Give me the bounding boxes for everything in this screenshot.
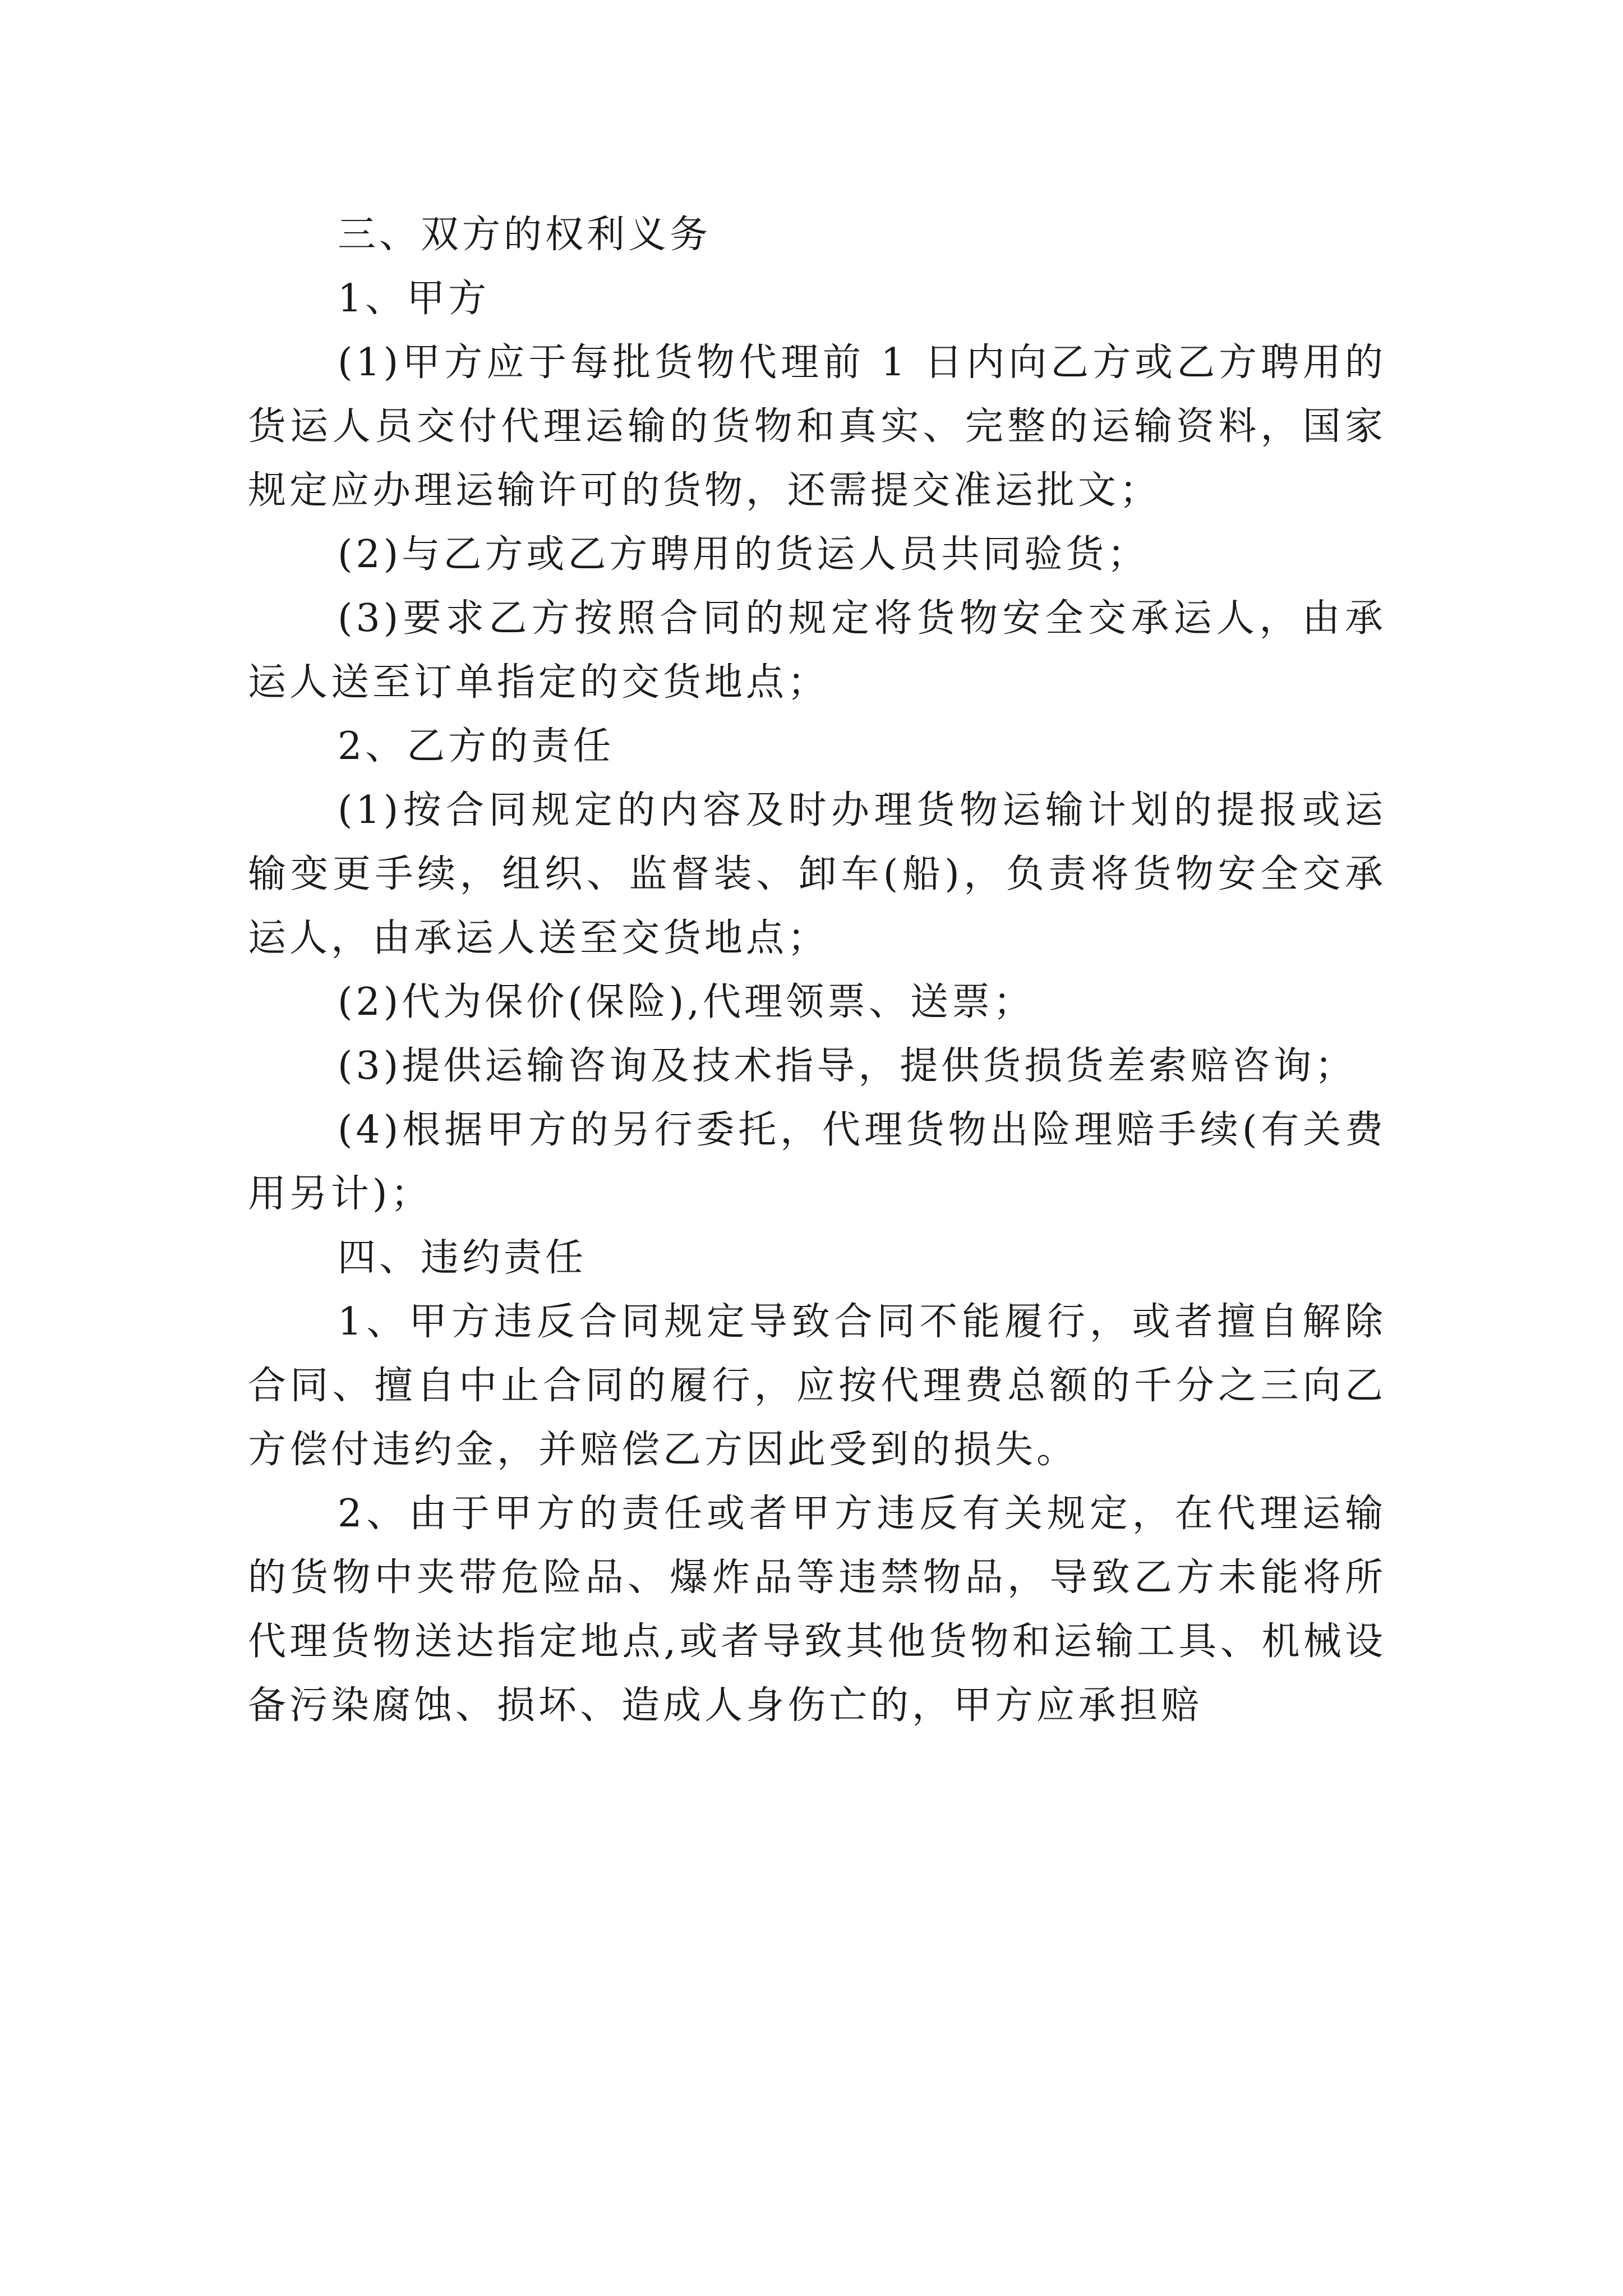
paragraph-party-b-item-2: (2)代为保价(保险),代理领票、送票；	[338, 980, 1035, 1024]
paragraph-party-a-item-3: (3)要求乙方按照合同的规定将货物安全交承运人，由承运人送至订单指定的交货地点；	[248, 596, 1386, 705]
document-body	[248, 203, 1386, 1738]
subheading-party-b: 2、乙方的责任	[338, 724, 615, 769]
paragraph-party-b-item-4: (4)根据甲方的另行委托，代理货物出险理赔手续(有关费用另计)；	[248, 1108, 1386, 1216]
section-heading-liability: 四、违约责任	[338, 1236, 587, 1280]
paragraph-party-a-item-1: (1)甲方应于每批货物代理前 1 日内向乙方或乙方聘用的货运人员交付代理运输的货物和真实、完整的运输资料，国家规定应办理运输许可的货物，还需提交准运批文；	[248, 341, 1386, 513]
paragraph-liability-item-1: 1、甲方违反合同规定导致合同不能履行，或者擅自解除合同、擅自中止合同的履行，应按代理费总额的千分之三向乙方偿付违约金，并赔偿乙方因此受到的损失。	[248, 1300, 1386, 1472]
paragraph-liability-item-2: 2、由于甲方的责任或者甲方违反有关规定，在代理运输的货物中夹带危险品、爆炸品等违禁物品，导致乙方未能将所代理货物送达指定地点,或者导致其他货物和运输工具、机械设备污染腐蚀、损坏、造成人身伤亡的，甲方应承担赔	[248, 1492, 1386, 1728]
paragraph-party-b-item-1: (1)按合同规定的内容及时办理货物运输计划的提报或运输变更手续，组织、监督装、卸车(船)，负责将货物安全交承运人，由承运人送至交货地点；	[248, 788, 1386, 960]
paragraph-party-a-item-2: (2)与乙方或乙方聘用的货运人员共同验货；	[338, 532, 1149, 577]
paragraph-party-b-item-3: (3)提供运输咨询及技术指导，提供货损货差索赔咨询；	[338, 1044, 1357, 1088]
section-heading-rights-obligations: 三、双方的权利义务	[338, 213, 712, 257]
subheading-party-a: 1、甲方	[338, 277, 490, 321]
